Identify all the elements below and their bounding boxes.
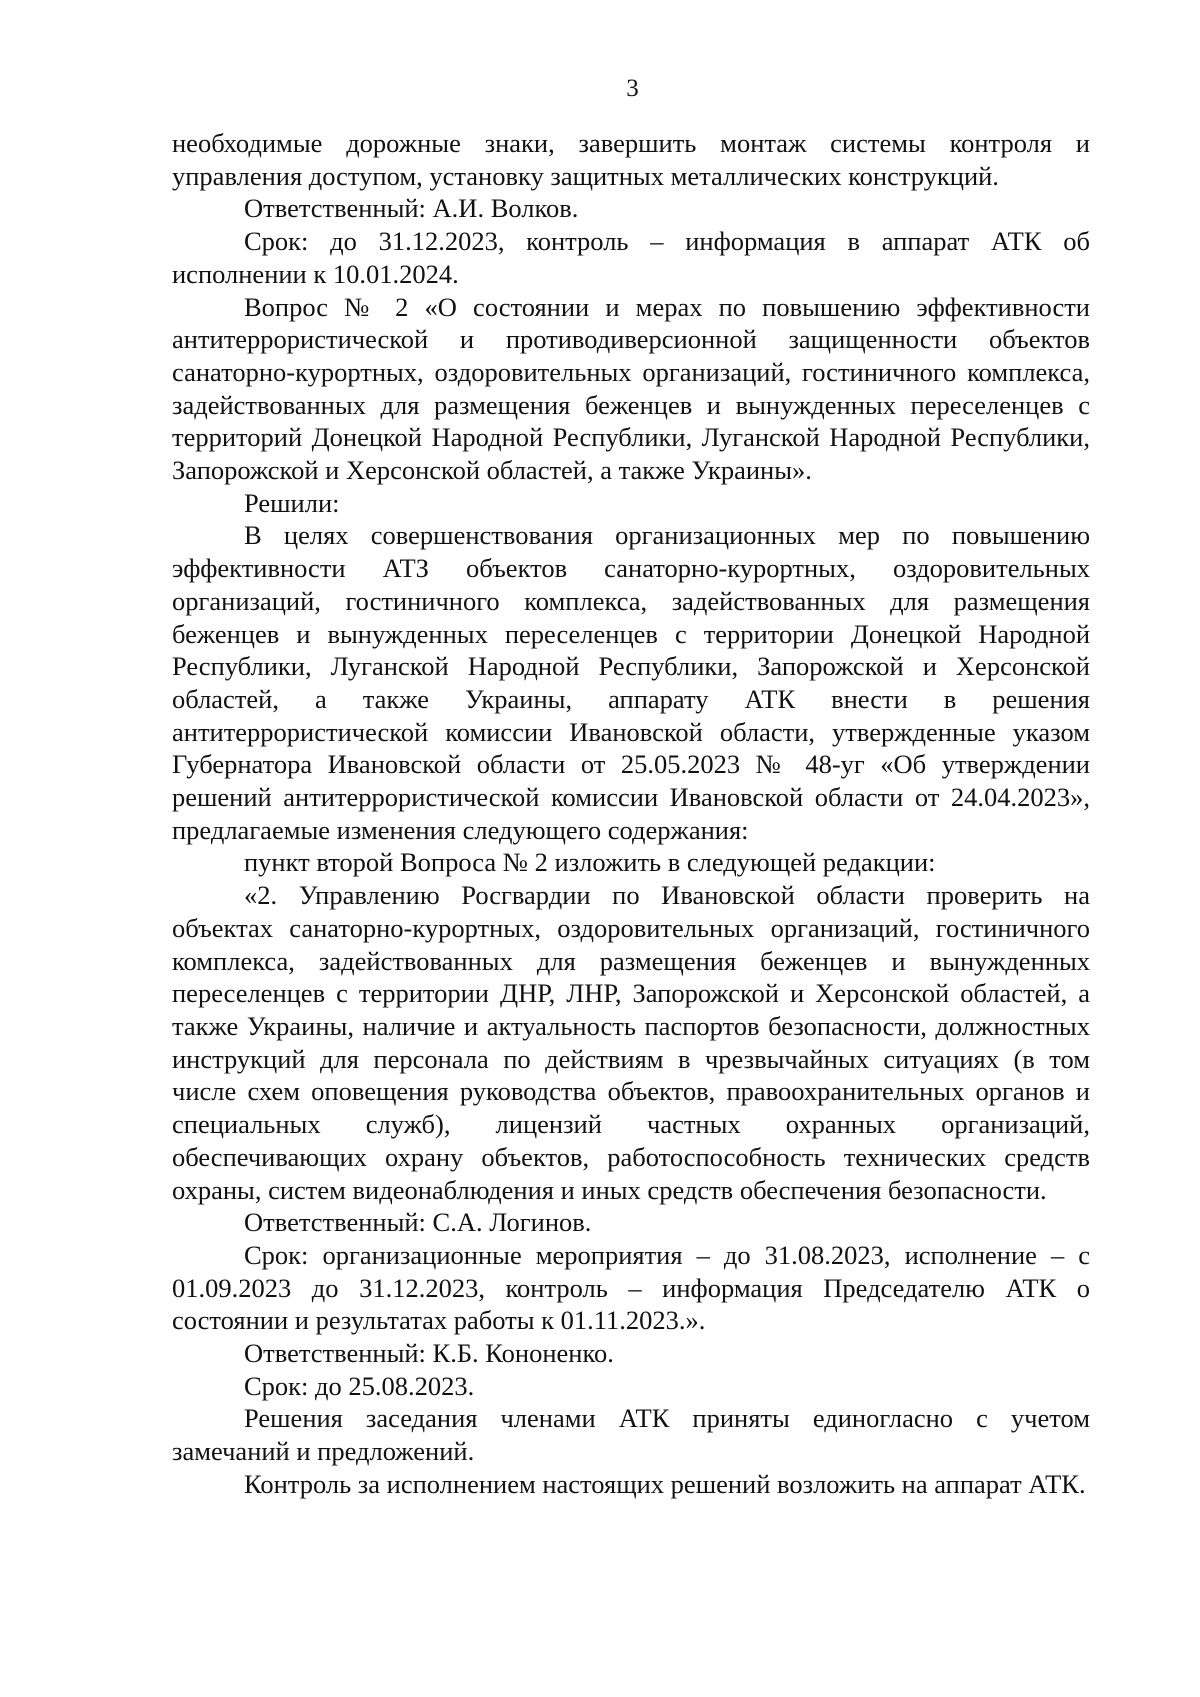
paragraph-continuation: необходимые дорожные знаки, завершить монтаж системы контроля и управления доступом, установку защитных металлических конструкций. <box>172 128 1090 191</box>
paragraph-question-2: Вопрос № 2 «О состоянии и мерах по повышению эффективности антитеррористической и противодиверсионной защищенности объектов санаторно-курортных, оздоровительных организаций, гостиничного комплекса, задействованных для размещения беженцев и вынужденных переселенцев с территорий Донецкой Народной Республики, Луганской Народной Республики, Запорожской и Херсонской областей, а также Украины». <box>172 291 1090 486</box>
paragraph-unanimous-decision: Решения заседания членами АТК приняты единогласно с учетом замечаний и предложений. <box>172 1403 1090 1467</box>
paragraph-point-two: пункт второй Вопроса № 2 изложить в следующей редакции: <box>244 847 936 878</box>
paragraph-deadline-1: Срок: до 31.12.2023, контроль – информация в аппарат АТК об исполнении к 10.01.2024. <box>172 226 1090 289</box>
paragraph-decision-text: В целях совершенствования организационных мер по повышению эффективности АТЗ объектов санаторно-курортных, оздоровительных организаций, гостиничного комплекса, задействованных для размещения беженцев и вынужденных переселенцев с территории Донецкой Народной Республики, Луганской Народной Республики, Запорожской и Херсонской областей, а также Украины, аппарату АТК внести в решения антитеррористической комиссии Ивановской области, утвержденные указом Губернатора Ивановской области от 25.05.2023 № 48-уг «Об утверждении решений антитеррористической комиссии Ивановской области от 24.04.2023», предлагаемые изменения следующего содержания: <box>172 520 1090 845</box>
paragraph-decided-heading: Решили: <box>244 487 340 518</box>
paragraph-responsible-kononenko: Ответственный: К.Б. Кононенко. <box>244 1338 614 1369</box>
paragraph-deadline-2: Срок: организационные мероприятия – до 31.08.2023, исполнение – с 01.09.2023 до 31.12.2023, контроль – информация Председателю АТК о состоянии и результатах работы к 01.11.2023.». <box>172 1239 1090 1336</box>
paragraph-control: Контроль за исполнением настоящих решений возложить на аппарат АТК. <box>244 1468 1086 1499</box>
paragraph-responsible-volkov: Ответственный: А.И. Волков. <box>244 193 579 224</box>
paragraph-rosgvardia-instruction: «2. Управлению Росгвардии по Ивановской области проверить на объектах санаторно-курортных, оздоровительных организаций, гостиничного комплекса, задействованных для размещения беженцев и вынужденных переселенцев с территории ДНР, ЛНР, Запорожской и Херсонской областей, а также Украины, наличие и актуальность паспортов безопасности, должностных инструкций для персонала по действиям в чрезвычайных ситуациях (в том числе схем оповещения руководства объектов, правоохранительных органов и специальных служб), лицензий частных охранных организаций, обеспечивающих охрану объектов, работоспособность технических средств охраны, систем видеонаблюдения и иных средств обеспечения безопасности. <box>172 880 1090 1205</box>
paragraph-responsible-loginov: Ответственный: С.А. Логинов. <box>244 1207 592 1238</box>
page-number: 3 <box>626 75 639 102</box>
document-body <box>172 127 1090 1501</box>
paragraph-deadline-3: Срок: до 25.08.2023. <box>244 1370 475 1401</box>
